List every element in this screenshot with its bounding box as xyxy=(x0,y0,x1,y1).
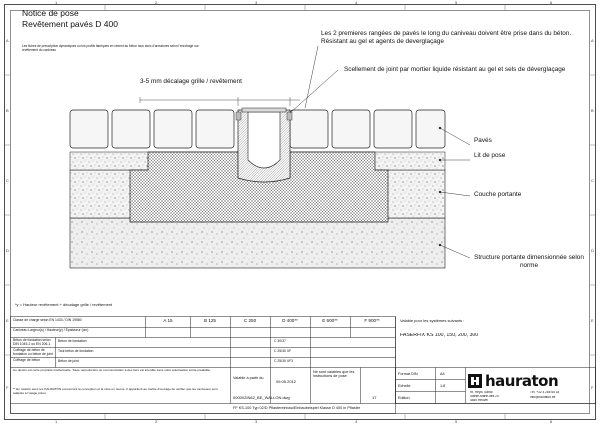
class-c250: C 250 xyxy=(243,318,257,323)
annotation-offset-note: 3-5 mm décalage grille / revêtement xyxy=(140,78,242,85)
drawing-sheet: 1 2 3 4 5 6 1 2 3 4 5 6 A B C D E F A B C D E F Notice de pose Revêtement pavés D 400 Les fiches de prescription dynamiques ou les profils fabriqués en ciment au béton tous avec d'armatures selon l'enrobage sur revêtement du caniveau Les 2 premieres rangées de pavés le long du caniveau doivent être prise dans du béton. Résistant au gel et agents de deverglaçage Scellement de joint par mortier liquide résistant au gel et sels de déverglaçage 3-5 mm décalage grille / revêtement Pavés Lit de pose Couche portante Structure portante dimensionnée selon norme *y = Hauteur revêtement + décalage grille / revêtement Classe de charge selon EN 1433 / DIN 19580 Caniveau Largeur(s) / Hauteur(y) / Épaisseur (cm) A 15 B 125 C 250 D 400** E 600** F 900** Valable pour les systèmes suivants : FASERFIX KS 100, 150, 200, 300 Béton de fondation selon DIN 1045-2 ou EN 206-1 Coffrage de béton de fondation ou béton de joint Coffrage de béton Beton de fondation Tout béton de fondation Béton de joint C 30/37 C 25/30 XF C 25/30 XF3 Ce dessin est notre propriété intellectuelle. Toute reproduction ou communication à des tiers est interdite sans notre autorisation écrite préalable. ** En relation avec les HAURATON concernant la conception et la mise en œuvre. Il appartient au maître d'ouvrage de vérifier que les caniveaux sont adaptés à l'usage prévu. Valable à partir du 09.05.2012 Ne sont valables que les instructions de pose 000002IN62_BE_WALLON.dwg 17 Format DIN A4 Echelle 1:8 Edition hauraton Rt. Heyd. Sardo Sainte-Marie-des 24 4840 Heuvel Tél. +32 4 285 65 18 info@hauraton.be FF KS-100 Typ 02/D Pflastereinbau/Einbaubeispiel Klasse D 400 in Pflaster xyxy=(0,0,600,424)
hauraton-logo-icon xyxy=(468,374,482,388)
structure-portante-layer xyxy=(70,218,445,268)
page-title: Notice de pose xyxy=(22,8,79,18)
format-label: Format DIN xyxy=(398,372,418,376)
company-address-2: Sainte-Marie-des 24 xyxy=(470,395,499,398)
doc-code: 000002IN62_BE_WALLON.dwg xyxy=(233,396,290,400)
drawing-reference-line: FF KS-100 Typ 02/D Pflastereinbau/Einbaubeispiel Klasse D 400 in Pflaster xyxy=(233,406,361,410)
row-text-2: Tout béton de fondation xyxy=(58,349,94,353)
left-row-1: Béton de fondation selon DIN 1045-2 ou EN 206-1 xyxy=(13,338,51,347)
sheet-number: 17 xyxy=(372,396,377,400)
company-tel: Tél. +32 4 285 65 18 xyxy=(530,391,560,394)
annotation-top-note: Les 2 premieres rangées de pavés le long du caniveau doivent être prise dans du béton. Résistant au gel et agents de deverglaçage xyxy=(321,30,572,45)
edition-label: Edition xyxy=(398,396,410,400)
company-name: hauraton xyxy=(485,372,559,390)
echelle-value: 1:8 xyxy=(440,384,446,388)
footnote: *y = Hauteur revêtement + décalage grille / revêtement xyxy=(15,302,113,307)
label-lit-de-pose: Lit de pose xyxy=(474,152,506,159)
left-row-3: Coffrage de béton xyxy=(13,358,41,362)
row-channel-label: Caniveau Largeur(s) / Hauteur(y) / Épaisseur (cm) xyxy=(13,328,89,332)
page-subtitle: Revêtement pavés D 400 xyxy=(22,19,118,29)
echelle-label: Echelle xyxy=(398,384,411,388)
legal-text-1: Ce dessin est notre propriété intellectuelle. Toute reproduction ou communication à des tiers est interdite sans notre autorisation écrite préalable. xyxy=(13,369,211,372)
intro-text: Les fiches de prescription dynamiques ou les profils fabriqués en ciment au béton tous avec d'armatures selon l'enrobage sur revêtement du caniveau xyxy=(22,44,199,52)
label-couche-portante: Couche portante xyxy=(474,191,522,198)
company-address-3: 4840 Heuvel xyxy=(470,399,488,402)
class-b125: B 125 xyxy=(203,318,216,323)
left-row-2: Coffrage de béton de fondation ou béton de joint xyxy=(13,348,53,357)
row-text-1: Beton de fondation xyxy=(58,339,87,343)
valable-label: Valable à partir du xyxy=(233,376,264,380)
valable-date: 09.05.2012 xyxy=(276,380,297,384)
legal-text-2: ** En relation avec les HAURATON concernant la conception et la mise en œuvre. Il appartient au maître d'ouvrage de vérifier que les caniveaux sont adaptés à l'usage prévu. xyxy=(13,388,218,395)
company-email: info@hauraton.be xyxy=(530,396,556,399)
label-paves: Pavés xyxy=(474,137,492,144)
annotation-joint-note: Scellement de joint par mortier liquide résistant au gel et sels de déverglaçage xyxy=(344,66,566,73)
format-value: A4 xyxy=(440,372,445,376)
channel-grate xyxy=(242,108,286,112)
class-a15: A 15 xyxy=(163,318,173,323)
row-code-2: C 25/30 XF xyxy=(274,349,292,353)
label-structure-portante: Structure portante dimensionnée selon norme xyxy=(474,254,584,269)
company-address-1: Rt. Heyd. Sardo xyxy=(470,391,493,394)
valid-systems-label: Valable pour les systèmes suivants : xyxy=(400,319,465,323)
row-text-3: Béton de joint xyxy=(58,359,79,363)
no-validity-note: Ne sont valables que les instructions de pose xyxy=(313,370,355,379)
valid-systems-value: FASERFIX KS 100, 150, 200, 300 xyxy=(400,333,479,338)
class-e600: E 600** xyxy=(322,318,338,323)
row-code-3: C 25/30 XF3 xyxy=(274,359,294,363)
class-d400: D 400** xyxy=(282,318,298,323)
class-f900: F 900** xyxy=(364,318,380,323)
row-code-1: C 30/37 xyxy=(274,339,286,343)
row-load-class-label: Classe de charge selon EN 1433 / DIN 19580 xyxy=(13,318,82,322)
channel-inner xyxy=(248,112,280,168)
